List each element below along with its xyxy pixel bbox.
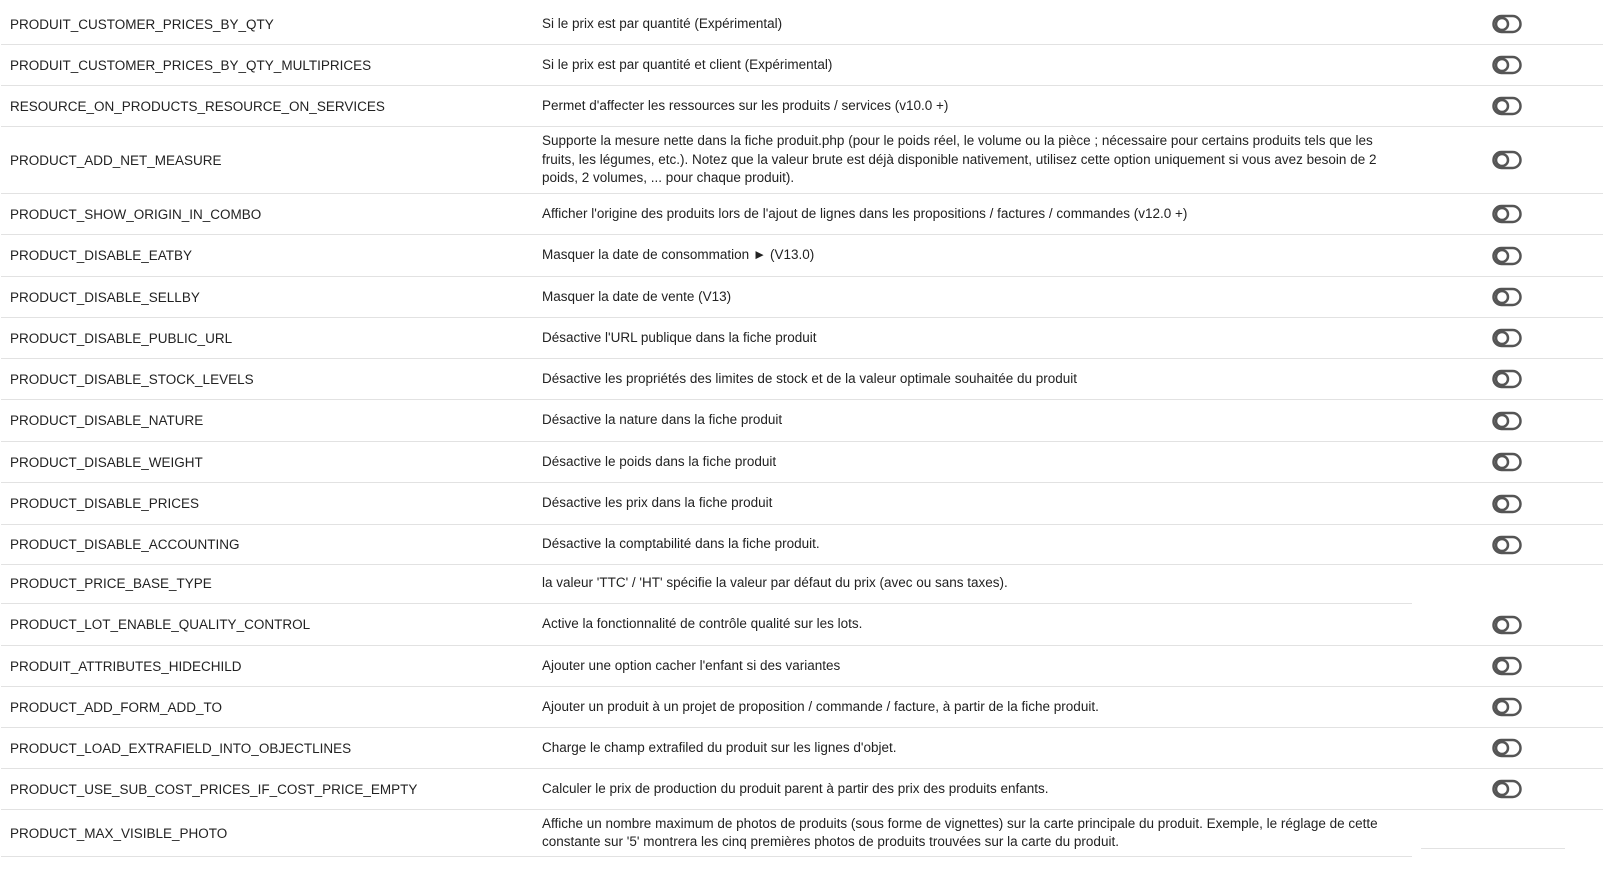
setting-description: Désactive l'URL publique dans la fiche produit	[542, 329, 817, 345]
setting-row	[1, 318, 1603, 359]
setting-description: Ajouter un produit à un projet de proposition / commande / facture, à partir de la fiche produit.	[542, 698, 1099, 714]
toggle-off-icon[interactable]	[1492, 656, 1522, 676]
setting-description: Active la fonctionnalité de contrôle qualité sur les lots.	[542, 616, 863, 632]
setting-name: PRODUCT_LOAD_EXTRAFIELD_INTO_OBJECTLINES	[10, 740, 352, 756]
setting-row	[1, 4, 1603, 45]
setting-name: PRODUIT_CUSTOMER_PRICES_BY_QTY_MULTIPRICES	[10, 57, 372, 73]
setting-description: Masquer la date de consommation ► (V13.0)	[542, 247, 815, 263]
setting-name: PRODUIT_ATTRIBUTES_HIDECHILD	[10, 658, 242, 674]
toggle-off-icon[interactable]	[1492, 246, 1522, 266]
toggle-off-icon[interactable]	[1492, 204, 1522, 224]
toggle-off-icon[interactable]	[1492, 411, 1522, 431]
toggle-off-icon[interactable]	[1492, 452, 1522, 472]
setting-description: Désactive le poids dans la fiche produit	[542, 453, 777, 469]
setting-row	[1, 525, 1603, 565]
toggle-off-icon[interactable]	[1492, 150, 1522, 170]
setting-name: PRODUCT_DISABLE_NATURE	[10, 413, 204, 428]
setting-name: PRODUCT_DISABLE_ACCOUNTING	[10, 537, 240, 552]
setting-description: Masquer la date de vente (V13)	[542, 288, 732, 304]
toggle-off-icon[interactable]	[1492, 14, 1522, 34]
setting-name: PRODUCT_DISABLE_PUBLIC_URL	[10, 330, 233, 346]
toggle-off-icon[interactable]	[1492, 697, 1522, 717]
setting-row	[1, 442, 1603, 483]
setting-description: Désactive la comptabilité dans la fiche produit.	[542, 536, 820, 552]
setting-description: Permet d'affecter les ressources sur les produits / services (v10.0 +)	[542, 97, 949, 113]
toggle-off-icon[interactable]	[1492, 55, 1522, 75]
setting-row	[1, 728, 1603, 769]
toggle-off-icon[interactable]	[1492, 328, 1522, 348]
setting-row	[1, 604, 1603, 646]
setting-row	[1, 194, 1603, 235]
setting-row	[1, 646, 1603, 687]
setting-name: PRODUCT_SHOW_ORIGIN_IN_COMBO	[10, 206, 262, 222]
setting-name: PRODUCT_DISABLE_SELLBY	[10, 289, 200, 305]
setting-row	[1, 86, 1603, 127]
setting-description: Si le prix est par quantité (Expérimental)	[542, 15, 783, 31]
setting-name: PRODUIT_CUSTOMER_PRICES_BY_QTY	[10, 16, 274, 32]
setting-row	[1, 400, 1603, 442]
setting-name: PRODUCT_DISABLE_WEIGHT	[10, 454, 203, 470]
setting-row	[1, 483, 1603, 525]
setting-description: Si le prix est par quantité et client (Expérimental)	[542, 56, 833, 72]
setting-name: PRODUCT_DISABLE_STOCK_LEVELS	[10, 371, 254, 387]
setting-description: Charge le champ extrafiled du produit sur les lignes d'objet.	[542, 739, 897, 755]
setting-name: PRODUCT_DISABLE_EATBY	[10, 248, 193, 263]
setting-row	[1, 687, 1603, 728]
setting-name: PRODUCT_ADD_NET_MEASURE	[10, 152, 222, 168]
setting-row	[1, 235, 1603, 277]
setting-description: Calculer le prix de production du produit parent à partir des prix des produits enfants.	[542, 780, 1049, 796]
toggle-off-icon[interactable]	[1492, 738, 1522, 758]
setting-name: PRODUCT_USE_SUB_COST_PRICES_IF_COST_PRICE_EMPTY	[10, 781, 418, 797]
toggle-off-icon[interactable]	[1492, 615, 1522, 635]
setting-description: Désactive les propriétés des limites de stock et de la valeur optimale souhaitée du produit	[542, 370, 1078, 386]
toggle-off-icon[interactable]	[1492, 535, 1522, 555]
setting-row	[1, 564, 1603, 603]
setting-name: PRODUCT_MAX_VISIBLE_PHOTO	[10, 825, 228, 841]
toggle-off-icon[interactable]	[1492, 287, 1522, 307]
toggle-off-icon[interactable]	[1492, 779, 1522, 799]
setting-name: PRODUCT_PRICE_BASE_TYPE	[10, 576, 212, 591]
setting-name: PRODUCT_LOT_ENABLE_QUALITY_CONTROL	[10, 617, 311, 632]
toggle-off-icon[interactable]	[1492, 369, 1522, 389]
setting-description: la valeur 'TTC' / 'HT' spécifie la valeur par défaut du prix (avec ou sans taxes).	[542, 575, 1008, 591]
setting-description: Désactive les prix dans la fiche produit	[542, 495, 773, 511]
setting-row	[1, 769, 1603, 810]
toggle-off-icon[interactable]	[1492, 96, 1522, 116]
setting-name: PRODUCT_DISABLE_PRICES	[10, 496, 200, 511]
setting-row	[1, 127, 1603, 194]
setting-name: RESOURCE_ON_PRODUCTS_RESOURCE_ON_SERVICES	[10, 98, 385, 114]
setting-name: PRODUCT_ADD_FORM_ADD_TO	[10, 699, 223, 715]
setting-row	[1, 810, 1603, 856]
toggle-off-icon[interactable]	[1492, 494, 1522, 514]
setting-description: Affiche un nombre maximum de photos de produits (sous forme de vignettes) sur la carte principale du produit. Exemple, le réglage de cette constante sur '5' montrera les cinq premières photos de produits trouvées sur la carte du produit.	[542, 815, 1378, 849]
setting-description: Désactive la nature dans la fiche produit	[542, 412, 783, 428]
setting-row	[1, 359, 1603, 400]
setting-row	[1, 45, 1603, 86]
setting-description: Afficher l'origine des produits lors de l'ajout de lignes dans les propositions / factures / commandes (v12.0 +)	[542, 205, 1188, 221]
setting-row	[1, 277, 1603, 318]
setting-description: Ajouter une option cacher l'enfant si des variantes	[542, 657, 841, 673]
setting-description: Supporte la mesure nette dans la fiche produit.php (pour le poids réel, le volume ou la pièce ; nécessaire pour certains produits tels que les fruits, les légumes, etc.). Notez que la valeur brute est déjà disponible nativement, utilisez cette option uniquement si vous avez besoin de 2 poids, 2 volumes, ... pour chaque produit).	[542, 133, 1377, 186]
